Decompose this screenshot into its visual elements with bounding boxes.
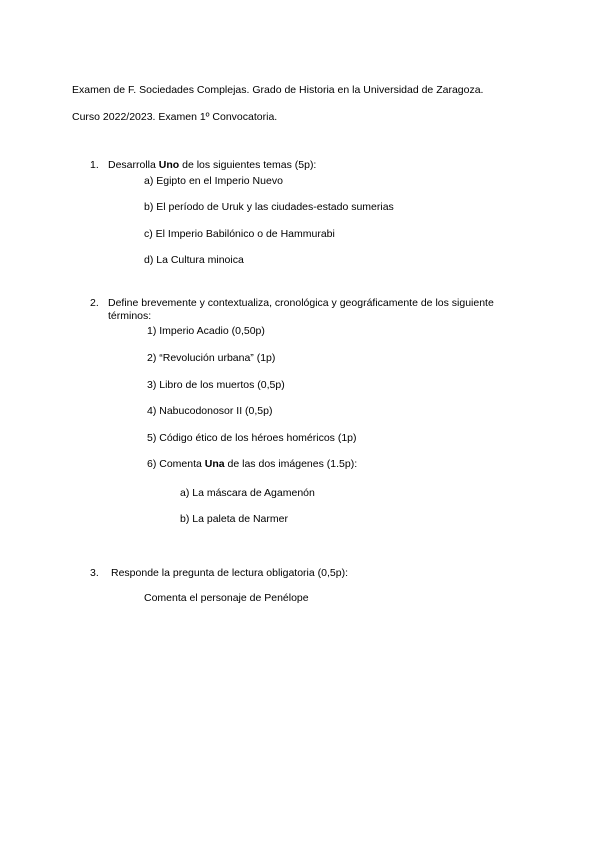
question-1-text-bold: Uno [158,159,180,171]
question-1-text-after: de los siguientes temas (5p): [179,159,317,171]
question-1-option: d) La Cultura minoica [144,254,244,266]
question-3-sub: Comenta el personaje de Penélope [144,592,309,604]
question-2-number: 2. [90,297,99,309]
question-2-item6-before: 6) Comenta [147,458,205,470]
header-course: Curso 2022/2023. Examen 1º Convocatoria. [72,111,278,123]
question-2-item: 1) Imperio Acadio (0,50p) [147,325,265,337]
question-2-image-option: b) La paleta de Narmer [180,513,288,525]
question-3-number: 3. [90,567,99,579]
question-2-prompt-line2: términos: [108,310,152,322]
question-1-number: 1. [90,159,99,171]
question-2-item: 2) “Revolución urbana” (1p) [147,352,276,364]
question-2-item: 5) Código ético de los héroes homéricos (1p) [147,432,357,444]
question-2-item: 4) Nabucodonosor II (0,5p) [147,405,273,417]
question-3-prompt: Responde la pregunta de lectura obligatoria (0,5p): [111,567,348,579]
question-1-text-before: Desarrolla [108,159,159,171]
question-2-item-6 [147,457,357,471]
question-2-item: 3) Libro de los muertos (0,5p) [147,379,285,391]
question-1-option: b) El período de Uruk y las ciudades-estado sumerias [144,201,394,213]
question-1-option: c) El Imperio Babilónico o de Hammurabi [144,228,335,240]
question-2-image-option: a) La máscara de Agamenón [180,487,315,499]
header-title: Examen de F. Sociedades Complejas. Grado de Historia en la Universidad de Zaragoza. [72,84,484,96]
question-1-option: a) Egipto en el Imperio Nuevo [144,175,283,187]
question-2-prompt-line1: Define brevemente y contextualiza, cronológica y geográficamente de los siguiente [108,297,494,309]
question-1-prompt [108,158,316,172]
question-2-item6-after: de las dos imágenes (1.5p): [224,458,358,470]
question-2-item6-bold: Una [204,458,225,470]
